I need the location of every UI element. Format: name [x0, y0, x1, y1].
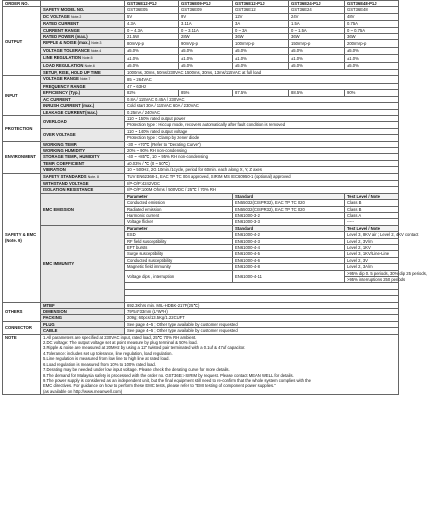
output-row [3, 55, 399, 62]
label-text: LOAD REGULATION [43, 62, 84, 68]
section-note: NOTE [3, 334, 41, 394]
emc-level: Level 2, 3A/m [345, 264, 399, 270]
output-row [3, 47, 399, 54]
cell: GST36E09 [179, 7, 233, 13]
emc-param: Voltage flicker [125, 219, 233, 225]
cell: 82% [125, 90, 179, 96]
note-line: 7.Derating may be needed under low input voltage. Please check the derating curve for more details. [43, 367, 230, 373]
cell: 88.5% [289, 90, 345, 96]
cell: See page 4~5 ; Other type available by customer requested [125, 328, 399, 334]
emc-header: Standard [233, 225, 345, 231]
emc-param: Voltage dips , interruption [125, 270, 233, 283]
emc-standard: EN55032(CISPR32), EAC TP TC 020 [233, 200, 345, 206]
row-label: EFFICIENCY (Typ.) [41, 90, 125, 96]
row-label: DIMENSION [41, 309, 125, 315]
cell: -30 ~ +70℃ (Refer to "Derating Curve") [125, 141, 399, 147]
row-label: AC CURRENT [41, 96, 125, 102]
output-row [3, 13, 399, 20]
emc-standard: EN61000-4-4 [233, 245, 345, 251]
emc-param: Harmonic current [125, 213, 233, 219]
row-label: FREQUENCY RANGE [41, 83, 125, 89]
cell: 0 ~ 1.5A [289, 27, 345, 33]
note-line: 4.Tolerance: includes set up tolerance, line regulation, load regulation. [43, 350, 173, 356]
row-label: OVER VOLTAGE [41, 128, 125, 141]
emc-header: Test Level / Note [345, 193, 399, 199]
note-line: 6.Load regulation is measured from 10% to 100% rated load. [43, 361, 156, 367]
cell: 3A [233, 21, 289, 27]
cell: 0 ~ 3.11A [179, 27, 233, 33]
section-environment: ENVIRONMENT [3, 141, 41, 173]
section-safety-emc [3, 173, 41, 302]
row-label: STORAGE TEMP., HUMIDITY [41, 154, 125, 160]
cell: Cold start 30A / 115VAC 60A / 230VAC [125, 103, 399, 109]
cell: 4.3A [125, 21, 179, 27]
cell: ±1.0% [233, 55, 289, 62]
cell: 36W [233, 34, 289, 40]
label-text: DC VOLTAGE [43, 13, 70, 19]
cell: ±5.0% [179, 47, 233, 54]
note-line: 8.The demand for Malaysia safety is processed with the order no. GST36E□-SIRIM by request. Please contact MEAN WELL for details. [43, 372, 294, 378]
label-note: Note.5 [82, 56, 93, 61]
cell: 209g; 60pcs/13.5Kg/1.22CUFT [125, 315, 399, 321]
cell: I/P-O/P:4242VDC [125, 180, 399, 186]
cell: 1.5A [289, 21, 345, 27]
emc-header: Test Level / Note [345, 225, 399, 231]
order-model: GST36E24-P1J [289, 1, 345, 7]
cell: 20% ~ 90% RH non-condensing [125, 147, 399, 153]
emc-param: ESD [125, 232, 233, 238]
cell: 47 ~ 63Hz [125, 83, 399, 89]
cell: ±5.0% [289, 62, 345, 69]
output-row [3, 40, 399, 47]
row-label: LEAKAGE CURRENT(max.) [41, 109, 125, 115]
cell: 48V [345, 13, 399, 20]
section-connector: CONNECTOR [3, 321, 41, 334]
cell: 1000ms, 30ms, 50ms/230VAC 1500ms, 30ms, 13ms/115VAC at full load [125, 70, 399, 76]
order-model: GST36E12-P1J [125, 1, 179, 7]
emc-standard: EN61000-4-2 [233, 232, 345, 238]
emc-param: Radiated emission [125, 206, 233, 212]
cell: 110 ~ 140% rated output voltage [125, 128, 399, 134]
row-label: WITHSTAND VOLTAGE [41, 180, 125, 186]
output-row [3, 62, 399, 69]
row-label: TEMP. COEFFICIENT [41, 160, 125, 166]
spec-table [2, 0, 427, 395]
cell: 110 ~ 150% rated output power [125, 115, 399, 121]
cell: ±5.0% [125, 62, 179, 69]
cell: ±0.03% / ℃ (0 ~ 50℃) [125, 160, 399, 166]
section-output: OUTPUT [3, 7, 41, 76]
row-label: PACKING [41, 315, 125, 321]
cell: 150mVp-p [289, 40, 345, 47]
emc-standard: EN61000-4-8 [233, 264, 345, 270]
cell: ±5.0% [233, 62, 289, 69]
label-note: Note.2 [71, 14, 82, 19]
emc-level: Level 2, 3V/m [345, 238, 399, 244]
notes-block [41, 334, 399, 394]
cell: GST36E48 [345, 7, 399, 13]
note-line: 9.The power supply is considered as an independent unit, but the final equipment still need to re-confirm that the whole system complies with the [43, 377, 311, 383]
emc-level: Class A [345, 213, 399, 219]
cell: ±5.0% [125, 47, 179, 54]
emc-immunity-label: EMC IMMUNITY [41, 225, 125, 302]
label-text: RIPPLE & NOISE (max.) [43, 40, 91, 46]
emc-level: Class B [345, 200, 399, 206]
cell: 5V [125, 13, 179, 20]
row-label [41, 55, 125, 62]
note-line: 5.Line regulation is measured from low line to high line at rated load. [43, 356, 170, 362]
row-label [41, 40, 125, 47]
row-label: MTBF [41, 302, 125, 308]
section-others: OTHERS [3, 302, 41, 321]
row-label [41, 173, 125, 180]
row-label: OVERLOAD [41, 115, 125, 128]
emc-param: Magnetic field immunity [125, 264, 233, 270]
row-label: CURRENT RANGE [41, 27, 125, 33]
emc-level: Level 3, 1KV/Line-Line [345, 251, 399, 257]
label-text: VOLTAGE TOLERANCE [43, 47, 90, 53]
label-text: VOLTAGE RANGE [43, 76, 79, 82]
cell: Protection type : Clamp by zener diode [125, 135, 399, 141]
label-note: Note.4 [90, 48, 102, 53]
row-label: INRUSH CURRENT (max.) [41, 103, 125, 109]
emc-level: >95% interruptions 250 periods [345, 277, 399, 283]
note-row [3, 334, 399, 394]
emc-level: >95% dip 0. 5 periods, 30% dip 25 periods, [345, 270, 399, 276]
cell: ±5.0% [179, 62, 233, 69]
note-line: 1.All parameters are specified at 230VAC input, rated load, 25℃ 70% RH ambient. [43, 334, 197, 340]
order-label: ORDER NO. [3, 1, 41, 7]
cell: 0 ~ 0.75A [345, 27, 399, 33]
cell: 79*54*33mm (L*W*H) [125, 309, 399, 315]
cell: 28W [179, 34, 233, 40]
cell: 90mVp-p [179, 40, 233, 47]
label-note: Note. 8 [87, 174, 99, 179]
label-note: Note.7 [80, 77, 91, 82]
cell: Protection type : Hiccup mode, recovers automatically after fault condition is removed [125, 122, 399, 128]
emc-param: Surge susceptibility [125, 251, 233, 257]
emc-standard: EN61000-3-3 [233, 219, 345, 225]
emc-level: Class B [345, 206, 399, 212]
row-label: CABLE [41, 328, 125, 334]
row-label [41, 62, 125, 69]
row-label [41, 47, 125, 54]
cell: 0.8A / 115VAC 0.45A / 230VAC [125, 96, 399, 102]
row-label [41, 13, 125, 20]
cell: 10 ~ 500Hz, 2G 10min./1cycle, period for 60min. each along X, Y, Z axes [125, 167, 399, 173]
cell: TUV EN62368-1, EAC TP TC 004 approved, SIRIM MS IEC60950-1 (optional) approved [125, 173, 399, 180]
emc-param: EFT bursts [125, 245, 233, 251]
cell: ±5.0% [233, 47, 289, 54]
cell: GST36E24 [289, 7, 345, 13]
emc-emission-label: EMC EMISSION [41, 193, 125, 225]
order-model: GST36E09-P1J [179, 1, 233, 7]
row-label: ISOLATION RESISTANCE [41, 187, 125, 193]
emc-header: Parameter [125, 225, 233, 231]
label-text: LINE REGULATION [43, 55, 82, 61]
emc-standard: EN61000-4-3 [233, 238, 345, 244]
row-label: SAFETY MODEL NO. [41, 7, 125, 13]
cell: 85 ~ 264VAC [125, 76, 399, 83]
cell: ±5.0% [289, 47, 345, 54]
cell: 87.5% [233, 90, 289, 96]
emc-standard: EN55032(CISPR32), EAC TP TC 020 [233, 206, 345, 212]
note-line: (as available on http://www.meanwell.com) [43, 388, 123, 394]
cell: 80mVp-p [125, 40, 179, 47]
section-title: SAFETY & EMC [5, 232, 37, 238]
label-note: Note.3 [91, 41, 102, 46]
cell: GST36E12 [233, 7, 289, 13]
input-row [3, 76, 399, 83]
emc-level: Level 2, 1KV [345, 245, 399, 251]
cell: ±5.0% [345, 62, 399, 69]
note-line: 2.DC voltage: The output voltage set at point measure by plug terminal & 50% load. [43, 340, 198, 346]
label-text: SAFETY STANDARDS [43, 173, 87, 179]
cell: 0 ~ 3A [233, 27, 289, 33]
emc-header: Standard [233, 193, 345, 199]
note-line: 3.Ripple & noise are measured at 20MHz by using a 12" twisted pair terminated with a 0.1uf & 47uf capacitor. [43, 345, 246, 351]
row-label: SETUP, RISE, HOLD UP TIME [41, 70, 125, 76]
cell: -40 ~ +85℃, 10 ~ 95% RH non-condensing [125, 154, 399, 160]
cell: 24V [289, 13, 345, 20]
emc-header: Parameter [125, 193, 233, 199]
safety-row [3, 173, 399, 180]
label-note: Note.6 [84, 63, 95, 68]
emc-standard: EN61000-4-11 [233, 270, 345, 283]
emc-level: ----- [345, 219, 399, 225]
cell: 36W [289, 34, 345, 40]
emc-level: Level 3, 8KV air ; Level 2, 4KV contact [345, 232, 399, 238]
cell: I/P-O/P:100M Ohms / 500VDC / 25℃ / 70% RH [125, 187, 399, 193]
cell: 0.75A [345, 21, 399, 27]
emc-param: Conducted susceptibility [125, 257, 233, 263]
cell: 3.11A [179, 21, 233, 27]
cell: 692.3Khrs min. MIL-HDBK-217F(25℃) [125, 302, 399, 308]
section-input: INPUT [3, 76, 41, 115]
cell: See page 4~5 ; Other type available by customer requested [125, 321, 399, 327]
order-model: GST36E48-P1J [345, 1, 399, 7]
cell: ±1.0% [179, 55, 233, 62]
row-label: WORKING TEMP. [41, 141, 125, 147]
row-label: VIBRATION [41, 167, 125, 173]
section-note: (Note. 9) [5, 237, 22, 243]
emc-standard: EN61000-4-5 [233, 251, 345, 257]
cell: 0 ~ 4.3A [125, 27, 179, 33]
cell: GST36E05 [125, 7, 179, 13]
section-protection: PROTECTION [3, 115, 41, 141]
order-model: GST36E12-P1J [233, 1, 289, 7]
cell: 90% [345, 90, 399, 96]
row-label: WORKING HUMIDITY [41, 147, 125, 153]
row-label: PLUG [41, 321, 125, 327]
cell: 85% [179, 90, 233, 96]
emc-param: Conducted emission [125, 200, 233, 206]
emc-param: RF field susceptibility [125, 238, 233, 244]
cell: ±1.0% [345, 55, 399, 62]
cell: 100mVp-p [233, 40, 289, 47]
emc-standard: EN61000-3-2 [233, 213, 345, 219]
cell: ±1.0% [125, 55, 179, 62]
cell: ±5.0% [345, 47, 399, 54]
cell: 36W [345, 34, 399, 40]
row-label: RATED CURRENT [41, 21, 125, 27]
emc-standard: EN61000-4-6 [233, 257, 345, 263]
cell: 200mVp-p [345, 40, 399, 47]
cell: 9V [179, 13, 233, 20]
note-line: EMC directives. For guidance on how to perform these EMC tests, please refer to "EMI testing of component power supplies." [43, 383, 276, 389]
row-label: RATED POWER (max.) [41, 34, 125, 40]
cell: 12V [233, 13, 289, 20]
cell: ±1.0% [289, 55, 345, 62]
cell: 0.25mA / 240VAC [125, 109, 399, 115]
cell: 21.5W [125, 34, 179, 40]
row-label [41, 76, 125, 83]
emc-level: Level 2, 3V [345, 257, 399, 263]
